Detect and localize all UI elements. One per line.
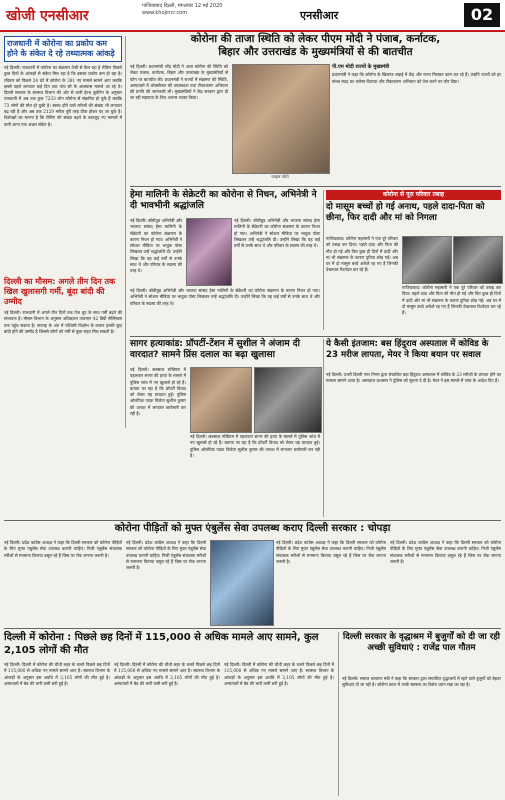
page-number: 02 [464,3,500,27]
delhi-body: नई दिल्ली। दिल्ली में कोरोना की चौथी लहर के चलते पिछले छह दिनों में 115,000 से अधिक नए मामले सामने आए हैं। स्वास्थ्य विभाग के आंकड़ों के अनुसार इस अवधि में 2,105 लोगों की मौत हुई है। अस्पतालों में बेड की भारी कमी बनी हुई है। [4,662,110,686]
sagar-body-2: नई दिल्ली। छत्रसाल स्टेडियम में पहलवान सागर की हत्या के मामले में पुलिस जांच में नए खुलासे हो रहे हैं। बताया जा रहा है कि प्रॉपर्टी विवाद को लेकर यह वारदात हुई। पुलिस ओलंपिक पदक विजेता सुशील कुमार की तलाश में लगातार छापेमारी कर रही है। [190,434,320,458]
lead-story [130,33,501,59]
masthead [0,0,505,32]
date-line [142,3,222,17]
website-text: www.khojincr.com [142,10,188,16]
hema-body: नई दिल्ली। बॉलीवुड अभिनेत्री और भाजपा सांसद हेमा मालिनी के सेक्रेटरी का कोरोना संक्रमण के कारण निधन हो गया। अभिनेत्री ने सोशल मीडिया पर भावुक पोस्ट लिखकर उन्हें श्रद्धांजलि दी। उन्होंने लिखा कि वह कई वर्षों से उनके साथ थे और परिवार के सदस्य की तरह थे। [130,218,182,274]
ambulance-body: नई दिल्ली। प्रदेश कांग्रेस अध्यक्ष ने कहा कि दिल्ली सरकार को कोरोना पीड़ितों के लिए मुफ्त एंबुलेंस सेवा उपलब्ध करानी चाहिए। निजी एंबुलेंस संचालक मरीजों से मनमाना किराया वसूल रहे हैं जिस पर रोक लगाना जरूरी है। [4,540,122,558]
left-headline: राजधानी में कोरोना का प्रकोप कम होने के संकेत दे रहे तथ्यात्मक आंकड़े [4,36,122,62]
lead-side-body: प्रधानमंत्री ने कहा कि कोरोना के खिलाफ लड़ाई में केंद्र और राज्य मिलकर काम कर रहे हैं। उन्होंने राज्यों को हर संभव मदद का भरोसा दिलाया और टीकाकरण अभियान को तेज करने पर जोर दिया। [332,72,501,84]
newspaper-name: खोजी एनसीआर [6,8,89,24]
chopra-photo [210,540,274,626]
orphan-kicker: कोरोना से पूरा परिवार तबाह [326,190,501,200]
lead-side [332,64,501,182]
left-column [4,36,122,428]
weather-headline: दिल्ली का मौसम: अगले तीन दिन तक खिल खुलासगी गर्मी, बूंदा बांदी की उम्मीद [4,277,116,306]
orphan-body: गाजियाबाद। कोरोना महामारी ने एक पूरे परिवार को तबाह कर दिया। पहले दादा और पिता की मौत हो गई और फिर कुछ ही दिनों में दादी और मां भी संक्रमण के कारण दुनिया छोड़ गईं। अब घर में दो मासूम बच्चे अकेले रह गए हैं जिनकी देखभाल रिश्तेदार कर रहे हैं। [326,236,398,273]
hema-body-2: नई दिल्ली। बॉलीवुड अभिनेत्री और भाजपा सांसद हेमा मालिनी के सेक्रेटरी का कोरोना संक्रमण के कारण निधन हो गया। अभिनेत्री ने सोशल मीडिया पर भावुक पोस्ट लिखकर उन्हें श्रद्धांजलि दी। उन्होंने लिखा कि वह कई वर्षों से उनके साथ थे और परिवार के सदस्य की तरह थे। [234,218,320,249]
lead-headline-line1: कोरोना की ताजा स्थिति को लेकर पीएम मोदी ने पंजाब, कर्नाटक, [190,33,441,45]
sagar-photo [254,367,322,433]
lead-headline-line2: बिहार और उत्तराखंड के मुख्यमंत्रियों से की बातचीत [218,46,413,59]
orphan-body-2: गाजियाबाद। कोरोना महामारी ने एक पूरे परिवार को तबाह कर दिया। पहले दादा और पिता की मौत हो गई और फिर कुछ ही दिनों में दादी और मां भी संक्रमण के कारण दुनिया छोड़ गईं। अब घर में दो मासूम बच्चे अकेले रह गए हैं जिनकी देखभाल रिश्तेदार कर रहे हैं। [402,285,501,316]
lead-side-headline: पी.एम मोदी राज्यों के मुख्यमंत्री [332,64,390,70]
left-body: नई दिल्ली। राजधानी में कोरोना का संक्रमण तेजी से फैल रहा है लेकिन पिछले कुछ दिनों के आंकड़ों से संकेत मिल रहा है कि इसका प्रकोप कम हो रहा है। रविवार को पिछले 24 घंटे में कोरोना के 381 नए मामले सामने आए जबकि इससे पहले लगातार कई दिन तक पांच सौ के आसपास मामले आ रहे थे। दिल्ली सरकार के स्वास्थ्य विभाग की ओर से जारी हेल्थ बुलेटिन के अनुसार राजधानी में अब तक कुल 7233 लोग कोरोना से संक्रमित हो चुके हैं जबकि 73 लोगों की मौत हो चुकी है। स्वस्थ होने वाले मरीजों की संख्या भी लगातार बढ़ रही है और अब तक 2129 मरीज पूरी तरह ठीक होकर घर जा चुके हैं। विशेषज्ञों का मानना है कि टेस्टिंग की संख्या बढ़ने के बावजूद नए मामलों में कमी आना एक अच्छा संकेत है। [4,65,122,127]
ambulance-body-2: नई दिल्ली। प्रदेश कांग्रेस अध्यक्ष ने कहा कि दिल्ली सरकार को कोरोना पीड़ितों के लिए मुफ्त एंबुलेंस सेवा उपलब्ध करानी चाहिए। निजी एंबुलेंस संचालक मरीजों से मनमाना किराया वसूल रहे हैं जिस पर रोक लगाना जरूरी है। [126,540,206,571]
lead-body: नई दिल्ली। प्रधानमंत्री नरेंद्र मोदी ने आज कोरोना की स्थिति को लेकर पंजाब, कर्नाटक, बिहार और उत्तराखंड के मुख्यमंत्रियों से फोन पर बातचीत की। प्रधानमंत्री ने राज्यों में संक्रमण की स्थिति, अस्पतालों में ऑक्सीजन की उपलब्धता तथा टीकाकरण अभियान की प्रगति की जानकारी ली। मुख्यमंत्रियों ने केंद्र सरकार द्वारा दी जा रही सहायता के लिए आभार व्यक्त किया। [130,64,228,101]
sagar-headline: सागर हत्याकांड: प्रॉपर्टी-टेंशन में सुशील ने अंजाम दी वारदात? सामने प्रिंस दलाल का बढ़ा खुलासा [130,339,300,361]
hindurao-body: नई दिल्ली। उत्तरी दिल्ली नगर निगम द्वारा संचालित बड़ा हिंदुराव अस्पताल में कोविड के 23 मरीजों के लापता होने का मामला सामने आया है। अस्पताल प्रशासन ने पुलिस को सूचना दे दी है। मेयर ने इस मामले में जांच के आदेश दिए हैं। [326,372,501,384]
delhi-body-2: नई दिल्ली। दिल्ली में कोरोना की चौथी लहर के चलते पिछले छह दिनों में 115,000 से अधिक नए मामले सामने आए हैं। स्वास्थ्य विभाग के आंकड़ों के अनुसार इस अवधि में 2,105 लोगों की मौत हुई है। अस्पतालों में बेड की भारी कमी बनी हुई है। [114,662,220,686]
oldage-body: नई दिल्ली। समाज कल्याण मंत्री ने कहा कि सरकार द्वारा संचालित वृद्धाश्रमों में रहने वाले बुजुर्गों को बेहतर सुविधाएं दी जा रही हैं। कोरोना काल में उनके स्वास्थ्य का विशेष ध्यान रखा जा रहा है। [342,676,501,688]
ambulance-headline: कोरोना पीड़ितों को मुफ्त एंबुलेंस सेवा उपलब्ध कराए दिल्ली सरकार : चोपड़ा [114,523,391,534]
delhi-headline: दिल्ली में कोरोना : पिछले छह दिनों में 115,000 से अधिक मामले आए सामने, कुल 2,105 लोगों की मौत [4,632,319,656]
orphan-photo-2 [453,236,503,284]
hema-body-3: नई दिल्ली। बॉलीवुड अभिनेत्री और भाजपा सांसद हेमा मालिनी के सेक्रेटरी का कोरोना संक्रमण के कारण निधन हो गया। अभिनेत्री ने सोशल मीडिया पर भावुक पोस्ट लिखकर उन्हें श्रद्धांजलि दी। उन्होंने लिखा कि वह कई वर्षों से उनके साथ थे और परिवार के सदस्य की तरह थे। [130,288,320,306]
sushil-photo [190,367,252,433]
orphan-photo-1 [402,236,452,284]
photo-caption: फाइल फोटो [271,174,289,179]
date-text: गाजियाबाद दिल्ली, मंगलवार 12 मई 2020 [142,3,223,9]
sagar-body: नई दिल्ली। छत्रसाल स्टेडियम में पहलवान सागर की हत्या के मामले में पुलिस जांच में नए खुलासे हो रहे हैं। बताया जा रहा है कि प्रॉपर्टी विवाद को लेकर यह वारदात हुई। पुलिस ओलंपिक पदक विजेता सुशील कुमार की तलाश में लगातार छापेमारी कर रही है। [130,367,186,417]
delhi-body-3: नई दिल्ली। दिल्ली में कोरोना की चौथी लहर के चलते पिछले छह दिनों में 115,000 से अधिक नए मामले सामने आए हैं। स्वास्थ्य विभाग के आंकड़ों के अनुसार इस अवधि में 2,105 लोगों की मौत हुई है। अस्पतालों में बेड की भारी कमी बनी हुई है। [224,662,334,686]
hindurao-headline: ये कैसी इंतजाम: बस हिंदुराव अस्पताल में कोविड के 23 मरीज लापता, मेयर ने किया बयान पर सवाल [326,339,489,360]
ambulance-body-3: नई दिल्ली। प्रदेश कांग्रेस अध्यक्ष ने कहा कि दिल्ली सरकार को कोरोना पीड़ितों के लिए मुफ्त एंबुलेंस सेवा उपलब्ध करानी चाहिए। निजी एंबुलेंस संचालक मरीजों से मनमाना किराया वसूल रहे हैं जिस पर रोक लगाना जरूरी है। [276,540,386,564]
section-name: एनसीआर [300,9,339,22]
pm-modi-photo [232,64,330,174]
oldage-headline: दिल्ली सरकार के वृद्धाश्रम में बुजुर्गों को दी जा रही अच्छी सुविधाएं : राजेंद्र पाल गौतम [342,632,500,653]
weather-body: नई दिल्ली। राजधानी में अगले तीन दिनों तक तेज धूप के साथ गर्मी बढ़ने की संभावना है। मौसम विभाग के अनुसार अधिकतम तापमान 42 डिग्री सेल्सियस तक पहुंच सकता है। सप्ताह के अंत में पश्चिमी विक्षोभ के कारण हल्की बूंदा बांदी होने की उम्मीद है जिससे लोगों को गर्मी से कुछ राहत मिल सकती है। [4,310,122,334]
ambulance-body-4: नई दिल्ली। प्रदेश कांग्रेस अध्यक्ष ने कहा कि दिल्ली सरकार को कोरोना पीड़ितों के लिए मुफ्त एंबुलेंस सेवा उपलब्ध करानी चाहिए। निजी एंबुलेंस संचालक मरीजों से मनमाना किराया वसूल रहे हैं जिस पर रोक लगाना जरूरी है। [390,540,501,564]
hema-story [130,190,320,213]
hema-headline: हेमा मालिनी के सेक्रेटरी का कोरोना से निधन, अभिनेत्री ने दी भावभीनी श्रद्धांजलि [130,190,317,212]
hema-malini-photo [186,218,232,286]
orphan-headline: दो मासूम बच्चों हो गई अनाथ, पहले दादा-पिता को छीना, फिर दादी और मां को निगला [326,202,485,223]
